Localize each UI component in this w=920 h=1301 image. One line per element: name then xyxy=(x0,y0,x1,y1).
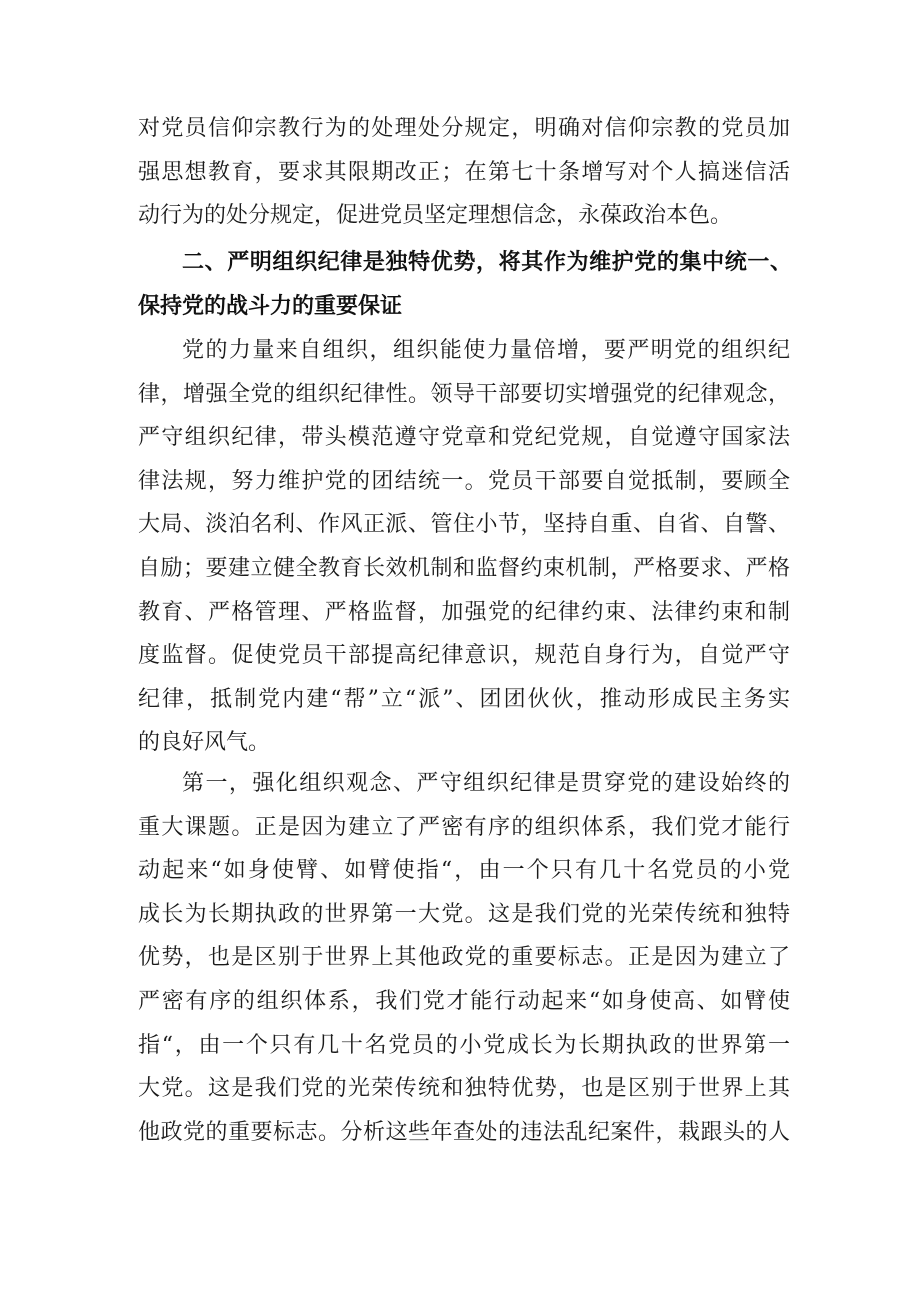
paragraph-line: 自励；要建立健全教育长效机制和监督约束机制，严格要求、严格 xyxy=(138,555,790,581)
paragraph-line: 纪律，抵制党内建“帮”立“派”、团团伙伙，推动形成民主务实 xyxy=(138,686,790,712)
paragraph-line: 大局、淡泊名利、作风正派、管住小节，坚持自重、自省、自警、 xyxy=(138,512,790,538)
paragraph-line: 律法规，努力维护党的团结统一。党员干部要自觉抵制，要顾全 xyxy=(138,468,790,494)
section-heading xyxy=(138,241,792,328)
paragraph-line: 第一，强化组织观念、严守组织纪律是贯穿党的建设始终的 xyxy=(182,771,790,796)
paragraph-line: 度监督。促使党员干部提高纪律意识，规范自身行为，自觉严守 xyxy=(138,643,790,669)
paragraph-line: 严密有序的组织体系，我们党才能行动起来“如身使高、如臂使 xyxy=(138,988,790,1014)
paragraph-2 xyxy=(138,329,790,765)
paragraph-line: 动起来“如身使臂、如臂使指“，由一个只有几十名党员的小党 xyxy=(138,858,790,884)
paragraph-line: 成长为长期执政的世界第一大党。这是我们党的光荣传统和独特 xyxy=(138,901,790,927)
paragraph-line: 动行为的处分规定，促进党员坚定理想信念，永葆政治本色。 xyxy=(138,203,733,229)
paragraph-line: 教育、严格管理、严格监督，加强党的纪律约束、法律约束和制 xyxy=(138,599,790,625)
heading-line: 二、严明组织纪律是独特优势，将其作为维护党的集中统一、 xyxy=(182,250,792,275)
paragraph-line: 重大课题。正是因为建立了严密有序的组织体系，我们党才能行 xyxy=(138,814,790,840)
paragraph-1 xyxy=(138,107,790,238)
paragraph-line: 严守组织纪律，带头模范遵守党章和党纪党规，自觉遵守国家法 xyxy=(138,425,790,451)
paragraph-line: 指“，由一个只有几十名党员的小党成长为长期执政的世界第一 xyxy=(138,1032,790,1058)
paragraph-line: 的良好风气。 xyxy=(138,730,271,756)
paragraph-line: 对党员信仰宗教行为的处理处分规定，明确对信仰宗教的党员加 xyxy=(138,116,790,141)
paragraph-line: 他政党的重要标志。分析这些年查处的违法乱纪案件，栽跟头的人 xyxy=(138,1119,790,1145)
paragraph-3 xyxy=(138,762,790,1154)
paragraph-line: 律，增强全党的组织纪律性。领导干部要切实增强党的纪律观念， xyxy=(138,381,790,407)
paragraph-line: 强思想教育，要求其限期改正；在第七十条增写对个人搞迷信活 xyxy=(138,159,790,185)
paragraph-line: 大党。这是我们党的光荣传统和独特优势，也是区别于世界上其 xyxy=(138,1076,790,1102)
paragraph-line: 党的力量来自组织，组织能使力量倍增，要严明党的组织纪 xyxy=(182,338,790,363)
paragraph-line: 优势，也是区别于世界上其他政党的重要标志。正是因为建立了 xyxy=(138,945,790,971)
heading-line: 保持党的战斗力的重要保证 xyxy=(138,293,403,319)
